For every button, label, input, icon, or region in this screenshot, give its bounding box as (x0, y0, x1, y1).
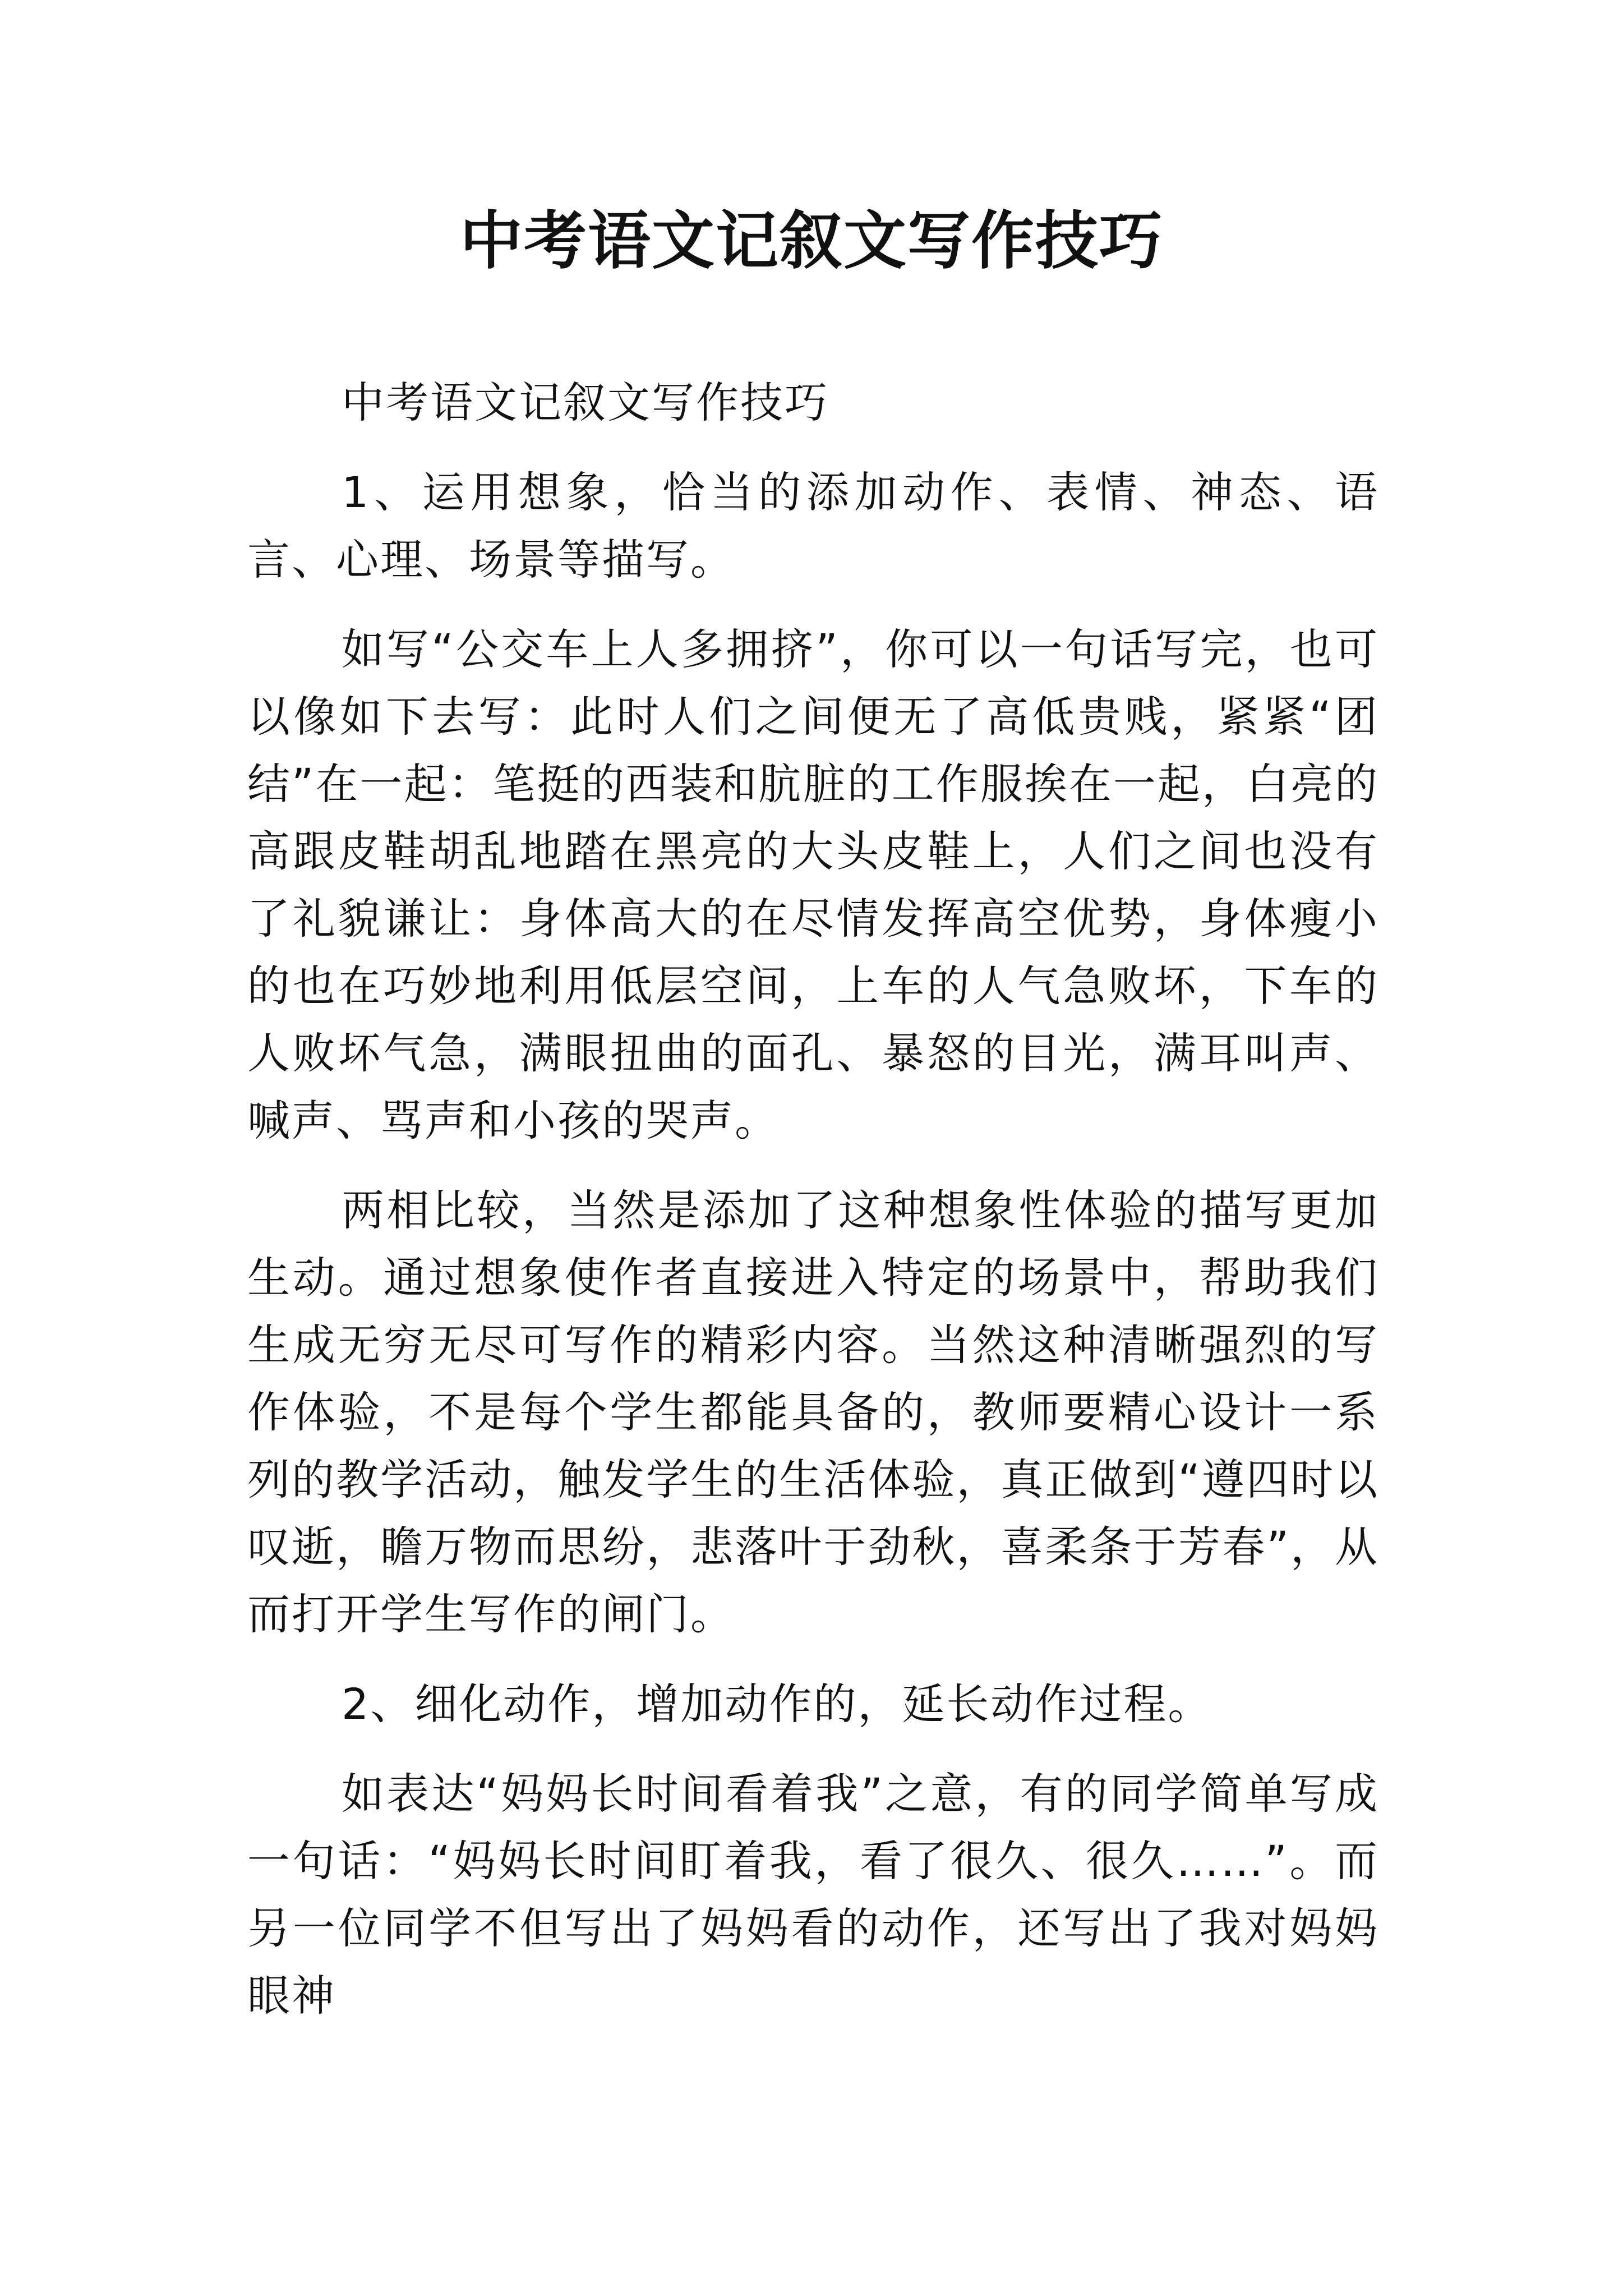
document-body (247, 369, 1379, 2052)
paragraph-tip-2: 2、细化动作，增加动作的，延长动作过程。 (342, 1679, 1212, 1729)
paragraph-heading-repeat: 中考语文记叙文写作技巧 (342, 378, 829, 427)
paragraph-comparison: 两相比较，当然是添加了这种想象性体验的描写更加生动。通过想象使作者直接进入特定的场景中，帮助我们生成无穷无尽可写作的精彩内容。当然这种清晰强烈的写作体验，不是每个学生都能具备的，教师要精心设计一系列的教学活动，触发学生的生活体验，真正做到“遵四时以叹逝，瞻万物而思纷，悲落叶于劲秋，喜柔条于芳春”，从而打开学生写作的闸门。 (247, 1185, 1379, 1639)
paragraph-tip-1: 1、运用想象，恰当的添加动作、表情、神态、语言、心理、场景等描写。 (247, 467, 1379, 585)
paragraph-example-mother: 如表达“妈妈长时间看着我”之意，有的同学简单写成一句话：“妈妈长时间盯着我，看了很久、很久……”。而另一位同学不但写出了妈妈看的动作，还写出了我对妈妈眼神 (247, 1769, 1379, 2021)
paragraph-example-bus: 如写“公交车上人多拥挤”，你可以一句话写完，也可以像如下去写：此时人们之间便无了高低贵贱，紧紧“团结”在一起：笔挺的西装和肮脏的工作服挨在一起，白亮的高跟皮鞋胡乱地踏在黑亮的大头皮鞋上，人们之间也没有了礼貌谦让：身体高大的在尽情发挥高空优势，身体瘦小的也在巧妙地利用低层空间，上车的人气急败坏，下车的人败坏气急，满眼扭曲的面孔、暴怒的目光，满耳叫声、喊声、骂声和小孩的哭声。 (247, 624, 1379, 1145)
document-title: 中考语文记叙文写作技巧 (460, 204, 1163, 278)
